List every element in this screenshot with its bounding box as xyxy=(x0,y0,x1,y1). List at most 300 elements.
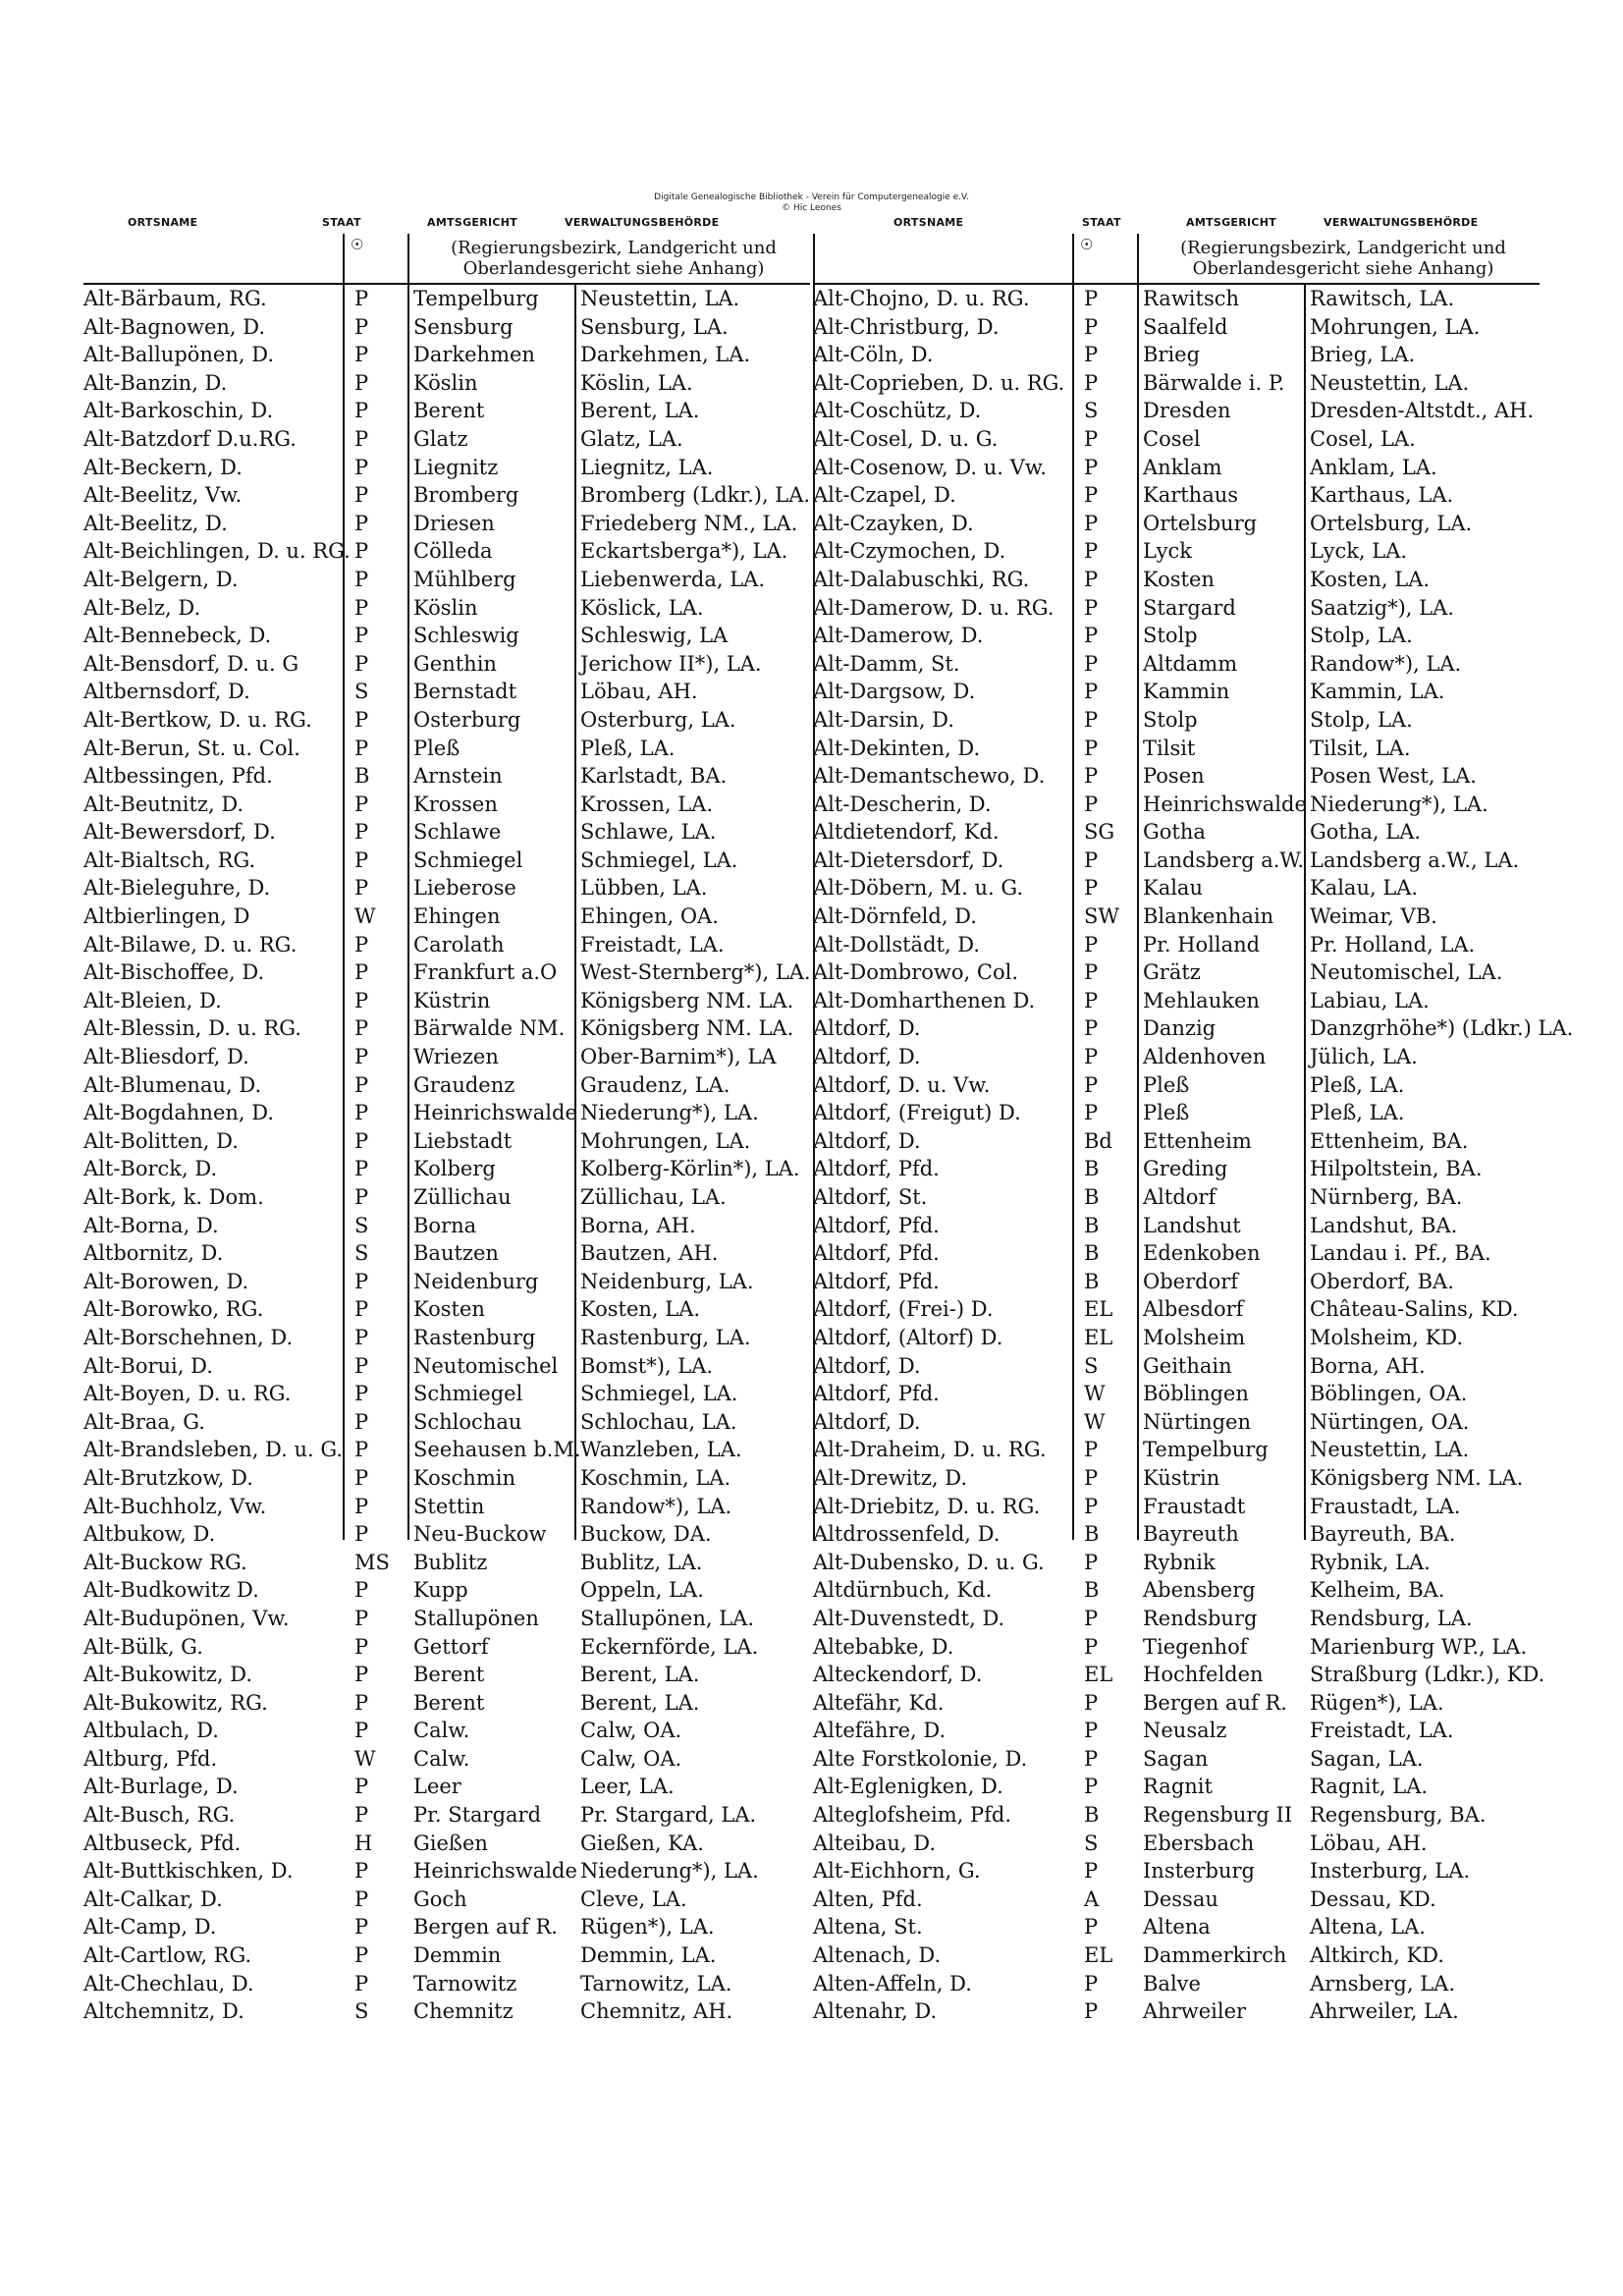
cell-verwaltungsbehoerde: Schlochau, LA. xyxy=(580,1409,737,1434)
left-rows xyxy=(83,285,810,2026)
cell-staat: P xyxy=(1084,455,1099,479)
table-row xyxy=(813,931,1540,959)
cell-ortsname: Altdietendorf, Kd. xyxy=(813,820,1000,845)
table-row xyxy=(83,1493,810,1521)
cell-staat: P xyxy=(1084,1634,1099,1659)
cell-ortsname: Alten, Pfd. xyxy=(813,1886,923,1911)
cell-ortsname: Alt-Bialtsch, RG. xyxy=(83,847,256,872)
cell-verwaltungsbehoerde: Leer, LA. xyxy=(580,1775,675,1799)
cell-ortsname: Alt-Busch, RG. xyxy=(83,1803,236,1828)
cell-verwaltungsbehoerde: Neustettin, LA. xyxy=(1310,370,1470,395)
cell-amtsgericht: Goch xyxy=(413,1886,467,1911)
cell-amtsgericht: Saalfeld xyxy=(1143,314,1228,339)
cell-ortsname: Alt-Brutzkow, D. xyxy=(83,1465,253,1490)
cell-ortsname: Alt-Dietersdorf, D. xyxy=(813,847,1004,872)
cell-amtsgericht: Landsberg a.W. xyxy=(1143,847,1305,872)
cell-ortsname: Alt-Bärbaum, RG. xyxy=(83,287,267,310)
cell-ortsname: Alt-Dollstädt, D. xyxy=(813,932,981,957)
table-row xyxy=(813,454,1540,482)
table-row xyxy=(83,1913,810,1941)
col-amtsgericht-right: AMTSGERICHT xyxy=(1186,216,1277,229)
cell-ortsname: Altdorf, D. xyxy=(813,1045,921,1069)
cell-ortsname: Alt-Bogdahnen, D. xyxy=(83,1101,275,1125)
cell-amtsgericht: Heinrichswalde xyxy=(413,1101,577,1125)
cell-amtsgericht: Molsheim xyxy=(1143,1325,1246,1349)
cell-amtsgericht: Berent xyxy=(413,1690,485,1715)
table-row xyxy=(813,1436,1540,1464)
cell-amtsgericht: Demmin xyxy=(413,1943,502,1968)
cell-amtsgericht: Lyck xyxy=(1143,539,1192,564)
table-row xyxy=(83,1801,810,1830)
cell-ortsname: Alt-Camp, D. xyxy=(83,1915,217,1940)
cell-amtsgericht: Sagan xyxy=(1143,1746,1209,1771)
cell-staat: P xyxy=(1084,1606,1099,1630)
cell-amtsgericht: Insterburg xyxy=(1143,1859,1255,1884)
cell-staat: Bd xyxy=(1084,1128,1112,1153)
cell-verwaltungsbehoerde: Freistadt, LA. xyxy=(580,932,725,957)
cell-amtsgericht: Ebersbach xyxy=(1143,1831,1255,1855)
table-row xyxy=(83,931,810,959)
table-row xyxy=(83,1773,810,1801)
table-row xyxy=(813,1605,1540,1633)
cell-staat: P xyxy=(1084,1494,1099,1518)
cell-verwaltungsbehoerde: Mohrungen, LA. xyxy=(580,1128,751,1153)
cell-amtsgericht: Pleß xyxy=(1143,1101,1190,1125)
cell-verwaltungsbehoerde: Rügen*), LA. xyxy=(1310,1690,1444,1715)
cell-verwaltungsbehoerde: Niederung*), LA. xyxy=(580,1859,759,1884)
cell-staat: P xyxy=(1084,595,1099,620)
cell-verwaltungsbehoerde: Kammin, LA. xyxy=(1310,680,1445,704)
cell-amtsgericht: Heinrichswalde xyxy=(413,1859,577,1884)
table-row xyxy=(813,1576,1540,1605)
cell-verwaltungsbehoerde: Cleve, LA. xyxy=(580,1886,687,1911)
cell-verwaltungsbehoerde: Oberdorf, BA. xyxy=(1310,1269,1454,1293)
cell-staat: P xyxy=(354,1438,369,1462)
table-row xyxy=(813,285,1540,313)
cell-staat: S xyxy=(1084,1353,1099,1378)
cell-verwaltungsbehoerde: Ragnit, LA. xyxy=(1310,1775,1429,1799)
cell-ortsname: Alt-Beelitz, Vw. xyxy=(83,483,243,508)
cell-amtsgericht: Böblingen xyxy=(1143,1382,1249,1406)
table-row xyxy=(83,1941,810,1970)
table-row xyxy=(83,1830,810,1858)
cell-amtsgericht: Tilsit xyxy=(1143,736,1196,760)
table-row xyxy=(813,1127,1540,1156)
cell-staat: P xyxy=(1084,1746,1099,1771)
table-row xyxy=(83,397,810,425)
cell-staat: P xyxy=(354,1101,369,1125)
cell-verwaltungsbehoerde: Brieg, LA. xyxy=(1310,343,1416,367)
cell-verwaltungsbehoerde: Bromberg (Ldkr.), LA. xyxy=(580,483,811,508)
cell-staat: S xyxy=(354,1999,369,2024)
cell-staat: B xyxy=(1084,1157,1100,1181)
cell-staat: P xyxy=(354,1859,369,1884)
cell-amtsgericht: Albesdorf xyxy=(1143,1297,1244,1322)
cell-verwaltungsbehoerde: Darkehmen, LA. xyxy=(580,343,751,367)
cell-staat: EL xyxy=(1084,1297,1113,1322)
cell-staat: P xyxy=(1084,624,1099,648)
cell-verwaltungsbehoerde: Bautzen, AH. xyxy=(580,1241,719,1266)
cell-amtsgericht: Landshut xyxy=(1143,1213,1241,1237)
cell-ortsname: Alt-Bilawe, D. u. RG. xyxy=(83,932,298,957)
cell-ortsname: Alt-Czayken, D. xyxy=(813,511,974,535)
cell-staat: P xyxy=(1084,1775,1099,1799)
cell-amtsgericht: Carolath xyxy=(413,932,505,957)
cell-ortsname: Altdorf, D. u. Vw. xyxy=(813,1072,991,1097)
table-row xyxy=(83,1436,810,1464)
cell-verwaltungsbehoerde: Rastenburg, LA. xyxy=(580,1325,751,1349)
table-row xyxy=(83,622,810,650)
cell-verwaltungsbehoerde: Neidenburg, LA. xyxy=(580,1269,754,1293)
cell-staat: P xyxy=(1084,1465,1099,1490)
cell-amtsgericht: Borna xyxy=(413,1213,477,1237)
cell-ortsname: Altdorf, (Altorf) D. xyxy=(813,1325,1003,1349)
cell-amtsgericht: Bublitz xyxy=(413,1550,488,1574)
cell-staat: P xyxy=(354,736,369,760)
cell-amtsgericht: Stolp xyxy=(1143,707,1198,732)
cell-amtsgericht: Wriezen xyxy=(413,1045,499,1069)
cell-staat: P xyxy=(354,1634,369,1659)
cell-ortsname: Altdorf, (Frei-) D. xyxy=(813,1297,994,1322)
cell-amtsgericht: Stolp xyxy=(1143,624,1198,648)
table-row xyxy=(813,735,1540,763)
cell-staat: P xyxy=(1084,680,1099,704)
cell-verwaltungsbehoerde: Tilsit, LA. xyxy=(1310,736,1411,760)
cell-staat: P xyxy=(354,483,369,508)
table-row xyxy=(83,1661,810,1689)
cell-verwaltungsbehoerde: Pleß, LA. xyxy=(1310,1101,1405,1125)
table-row xyxy=(813,1464,1540,1493)
cell-amtsgericht: Dammerkirch xyxy=(1143,1943,1287,1968)
cell-amtsgericht: Lieberose xyxy=(413,876,516,901)
cell-ortsname: Alt-Coschütz, D. xyxy=(813,399,982,423)
table-row xyxy=(83,1408,810,1437)
cell-verwaltungsbehoerde: Fraustadt, LA. xyxy=(1310,1494,1461,1518)
cell-staat: P xyxy=(354,1185,369,1209)
cell-amtsgericht: Oberdorf xyxy=(1143,1269,1239,1293)
table-row xyxy=(813,594,1540,623)
table-row xyxy=(813,566,1540,594)
cell-staat: B xyxy=(354,764,370,789)
table-row xyxy=(83,1352,810,1381)
table-row xyxy=(83,1295,810,1324)
cell-staat: P xyxy=(1084,567,1099,591)
table-row xyxy=(813,1773,1540,1801)
cell-staat: B xyxy=(1084,1522,1100,1547)
table-row xyxy=(83,1043,810,1071)
table-row xyxy=(83,1549,810,1577)
cell-verwaltungsbehoerde: Posen West, LA. xyxy=(1310,764,1477,789)
cell-verwaltungsbehoerde: Oppeln, LA. xyxy=(580,1578,704,1603)
cell-amtsgericht: Edenkoben xyxy=(1143,1241,1261,1266)
cell-staat: P xyxy=(1084,1999,1099,2024)
cell-ortsname: Alt-Bewersdorf, D. xyxy=(83,820,276,845)
cell-verwaltungsbehoerde: Jerichow II*), LA. xyxy=(580,651,762,676)
table-row xyxy=(813,510,1540,538)
table-row xyxy=(83,1520,810,1549)
right-table xyxy=(813,234,1574,2024)
cell-verwaltungsbehoerde: Pleß, LA. xyxy=(580,736,676,760)
cell-staat: P xyxy=(354,1886,369,1911)
cell-ortsname: Altdorf, Pfd. xyxy=(813,1157,940,1181)
cell-staat: EL xyxy=(1084,1663,1113,1687)
cell-staat: P xyxy=(354,287,369,310)
table-row xyxy=(813,1830,1540,1858)
cell-verwaltungsbehoerde: Schmiegel, LA. xyxy=(580,1382,738,1406)
cell-staat: P xyxy=(354,539,369,564)
cell-verwaltungsbehoerde: Krossen, LA. xyxy=(580,792,714,816)
cell-amtsgericht: Schleswig xyxy=(413,624,519,648)
table-row xyxy=(813,762,1540,791)
table-row xyxy=(83,902,810,931)
cell-staat: P xyxy=(354,399,369,423)
cell-verwaltungsbehoerde: Calw, OA. xyxy=(580,1746,682,1771)
cell-verwaltungsbehoerde: Dresden-Altstdt., AH. xyxy=(1310,399,1535,423)
table-row xyxy=(813,341,1540,369)
cell-staat: P xyxy=(354,343,369,367)
cell-staat: P xyxy=(1084,736,1099,760)
cell-verwaltungsbehoerde: Landsberg a.W., LA. xyxy=(1310,847,1520,872)
cell-verwaltungsbehoerde: Eckartsberga*), LA. xyxy=(580,539,788,564)
col-verwaltung-right: VERWALTUNGSBEHÖRDE xyxy=(1324,216,1479,229)
cell-amtsgericht: Ortelsburg xyxy=(1143,511,1258,535)
cell-amtsgericht: Tempelburg xyxy=(413,287,539,310)
cell-ortsname: Alteckendorf, D. xyxy=(813,1663,983,1687)
cell-ortsname: Alt-Dekinten, D. xyxy=(813,736,981,760)
cell-staat: B xyxy=(1084,1578,1100,1603)
cell-amtsgericht: Kosten xyxy=(1143,567,1215,591)
cell-ortsname: Altdürnbuch, Kd. xyxy=(813,1578,993,1603)
cell-ortsname: Altefähre, D. xyxy=(813,1719,947,1743)
cell-amtsgericht: Heinrichswalde xyxy=(1143,792,1307,816)
cell-ortsname: Alt-Beutnitz, D. xyxy=(83,792,244,816)
cell-staat: P xyxy=(354,1915,369,1940)
cell-amtsgericht: Frankfurt a.O xyxy=(413,960,558,985)
cell-amtsgericht: Stettin xyxy=(413,1494,485,1518)
cell-verwaltungsbehoerde: Borna, AH. xyxy=(1310,1353,1426,1378)
table-row xyxy=(813,874,1540,902)
cell-staat: P xyxy=(1084,1438,1099,1462)
cell-staat: P xyxy=(354,707,369,732)
cell-amtsgericht: Posen xyxy=(1143,764,1205,789)
divider xyxy=(813,234,815,283)
cell-staat: P xyxy=(354,455,369,479)
cell-verwaltungsbehoerde: Ettenheim, BA. xyxy=(1310,1128,1469,1153)
cell-verwaltungsbehoerde: Stolp, LA. xyxy=(1310,624,1413,648)
cell-verwaltungsbehoerde: Neutomischel, LA. xyxy=(1310,960,1503,985)
table-row xyxy=(83,1857,810,1886)
cell-verwaltungsbehoerde: Kosten, LA. xyxy=(1310,567,1431,591)
cell-ortsname: Altdorf, Pfd. xyxy=(813,1382,940,1406)
cell-verwaltungsbehoerde: Gießen, KA. xyxy=(580,1831,704,1855)
cell-ortsname: Alt-Eglenigken, D. xyxy=(813,1775,1003,1799)
cell-ortsname: Altbernsdorf, D. xyxy=(83,680,250,704)
cell-staat: EL xyxy=(1084,1943,1113,1968)
left-table xyxy=(83,234,811,2024)
cell-staat: P xyxy=(1084,1915,1099,1940)
cell-ortsname: Alt-Barkoschin, D. xyxy=(83,399,274,423)
table-row xyxy=(83,1576,810,1605)
right-rows xyxy=(813,285,1574,2026)
cell-verwaltungsbehoerde: Bayreuth, BA. xyxy=(1310,1522,1456,1547)
cell-ortsname: Altefähr, Kd. xyxy=(813,1690,945,1715)
table-row xyxy=(813,1408,1540,1437)
left-subheader xyxy=(83,234,810,285)
cell-amtsgericht: Regensburg II xyxy=(1143,1803,1293,1828)
cell-ortsname: Alt-Czymochen, D. xyxy=(813,539,1006,564)
cell-staat: P xyxy=(1084,370,1099,395)
cell-amtsgericht: Dresden xyxy=(1143,399,1231,423)
cell-staat: P xyxy=(354,1690,369,1715)
cell-staat: P xyxy=(354,1016,369,1041)
cell-ortsname: Alt-Borschehnen, D. xyxy=(83,1325,294,1349)
cell-amtsgericht: Abensberg xyxy=(1143,1578,1256,1603)
cell-staat: W xyxy=(354,1746,376,1771)
cell-verwaltungsbehoerde: Marienburg WP., LA. xyxy=(1310,1634,1528,1659)
cell-verwaltungsbehoerde: Friedeberg NM., LA. xyxy=(580,511,798,535)
cell-staat: P xyxy=(1084,1045,1099,1069)
cell-verwaltungsbehoerde: Schmiegel, LA. xyxy=(580,847,738,872)
cell-ortsname: Alt-Beichlingen, D. u. RG. xyxy=(83,539,351,564)
cell-staat: P xyxy=(1084,876,1099,901)
table-row xyxy=(813,1689,1540,1718)
cell-ortsname: Alt-Drewitz, D. xyxy=(813,1465,968,1490)
table-row xyxy=(83,425,810,454)
cell-amtsgericht: Kalau xyxy=(1143,876,1203,901)
cell-amtsgericht: Rastenburg xyxy=(413,1325,536,1349)
cell-staat: A xyxy=(1084,1886,1100,1911)
cell-amtsgericht: Tempelburg xyxy=(1143,1438,1269,1462)
table-row xyxy=(813,1155,1540,1183)
cell-amtsgericht: Köslin xyxy=(413,370,478,395)
table-row xyxy=(813,818,1540,847)
cell-verwaltungsbehoerde: Koschmin, LA. xyxy=(580,1465,731,1490)
cell-amtsgericht: Calw. xyxy=(413,1746,470,1771)
table-row xyxy=(83,1014,810,1043)
table-row xyxy=(83,1970,810,1998)
regierungsbezirk-note-right: (Regierungsbezirk, Landgericht und Oberlandesgericht siehe Anhang) xyxy=(1180,238,1506,279)
cell-staat: P xyxy=(1084,847,1099,872)
cell-verwaltungsbehoerde: Saatzig*), LA. xyxy=(1310,595,1454,620)
cell-verwaltungsbehoerde: Osterburg, LA. xyxy=(580,707,736,732)
cell-ortsname: Alt-Bleien, D. xyxy=(83,988,222,1012)
cell-amtsgericht: Liegnitz xyxy=(413,455,499,479)
cell-staat: P xyxy=(1084,1690,1099,1715)
cell-ortsname: Alt-Bolitten, D. xyxy=(83,1128,239,1153)
cell-verwaltungsbehoerde: Löbau, AH. xyxy=(580,680,698,704)
cell-ortsname: Altchemnitz, D. xyxy=(83,1999,244,2024)
cell-staat: P xyxy=(1084,314,1099,339)
cell-amtsgericht: Gotha xyxy=(1143,820,1206,845)
cell-staat: P xyxy=(354,1409,369,1434)
cell-amtsgericht: Kosten xyxy=(413,1297,485,1322)
cell-amtsgericht: Karthaus xyxy=(1143,483,1239,508)
cell-verwaltungsbehoerde: Neustettin, LA. xyxy=(1310,1438,1470,1462)
table-row xyxy=(83,1886,810,1914)
cell-staat: P xyxy=(354,370,369,395)
table-row xyxy=(83,818,810,847)
cell-ortsname: Alt-Dubensko, D. u. G. xyxy=(813,1550,1045,1574)
cell-verwaltungsbehoerde: Rendsburg, LA. xyxy=(1310,1606,1473,1630)
cell-verwaltungsbehoerde: Freistadt, LA. xyxy=(1310,1719,1454,1743)
cell-amtsgericht: Tarnowitz xyxy=(413,1971,517,1995)
table-row xyxy=(813,397,1540,425)
cell-staat: P xyxy=(354,1128,369,1153)
cell-staat: W xyxy=(1084,1409,1106,1434)
cell-verwaltungsbehoerde: Stallupönen, LA. xyxy=(580,1606,755,1630)
cell-amtsgericht: Berent xyxy=(413,1663,485,1687)
divider xyxy=(343,234,345,283)
cell-amtsgericht: Darkehmen xyxy=(413,343,535,367)
cell-ortsname: Alt-Duvenstedt, D. xyxy=(813,1606,1005,1630)
cell-verwaltungsbehoerde: Jülich, LA. xyxy=(1310,1045,1418,1069)
cell-verwaltungsbehoerde: Liebenwerda, LA. xyxy=(580,567,766,591)
table-row xyxy=(813,1099,1540,1127)
cell-ortsname: Altebabke, D. xyxy=(813,1634,954,1659)
col-staat-right: STAAT xyxy=(1082,216,1121,229)
cell-amtsgericht: Ahrweiler xyxy=(1143,1999,1247,2024)
table-row xyxy=(83,510,810,538)
cell-ortsname: Alt-Burlage, D. xyxy=(83,1775,239,1799)
cell-amtsgericht: Gießen xyxy=(413,1831,488,1855)
table-row xyxy=(813,1717,1540,1745)
cell-staat: P xyxy=(1084,511,1099,535)
table-row xyxy=(83,987,810,1015)
cell-ortsname: Alt-Chechlau, D. xyxy=(83,1971,254,1995)
cell-ortsname: Alt-Bliesdorf, D. xyxy=(83,1045,249,1069)
cell-verwaltungsbehoerde: Insterburg, LA. xyxy=(1310,1859,1471,1884)
table-row xyxy=(813,1633,1540,1662)
cell-verwaltungsbehoerde: Dessau, KD. xyxy=(1310,1886,1436,1911)
cell-verwaltungsbehoerde: Böblingen, OA. xyxy=(1310,1382,1468,1406)
cell-staat: P xyxy=(354,932,369,957)
cell-staat: P xyxy=(1084,1072,1099,1097)
cell-staat: P xyxy=(354,1382,369,1406)
cell-verwaltungsbehoerde: Kolberg-Körlin*), LA. xyxy=(580,1157,800,1181)
cell-ortsname: Alt-Bennebeck, D. xyxy=(83,624,272,648)
cell-ortsname: Altdorf, Pfd. xyxy=(813,1213,940,1237)
cell-verwaltungsbehoerde: Straßburg (Ldkr.), KD. xyxy=(1310,1663,1545,1687)
cell-amtsgericht: Stargard xyxy=(1143,595,1236,620)
cell-amtsgericht: Cölleda xyxy=(413,539,493,564)
cell-amtsgericht: Arnstein xyxy=(413,764,503,789)
table-row xyxy=(813,1857,1540,1886)
cell-verwaltungsbehoerde: Königsberg NM. LA. xyxy=(580,988,794,1012)
cell-amtsgericht: Chemnitz xyxy=(413,1999,514,2024)
cell-amtsgericht: Neutomischel xyxy=(413,1353,559,1378)
table-row xyxy=(83,594,810,623)
cell-amtsgericht: Neidenburg xyxy=(413,1269,539,1293)
table-row xyxy=(813,1549,1540,1577)
cell-ortsname: Alt-Belgern, D. xyxy=(83,567,239,591)
cell-verwaltungsbehoerde: Berent, LA. xyxy=(580,399,700,423)
table-row xyxy=(813,1997,1540,2026)
cell-ortsname: Alt-Coprieben, D. u. RG. xyxy=(813,370,1065,395)
cell-ortsname: Altdorf, Pfd. xyxy=(813,1241,940,1266)
cell-amtsgericht: Glatz xyxy=(413,426,468,451)
cell-verwaltungsbehoerde: Berent, LA. xyxy=(580,1690,700,1715)
cell-verwaltungsbehoerde: Ortelsburg, LA. xyxy=(1310,511,1473,535)
cell-verwaltungsbehoerde: Borna, AH. xyxy=(580,1213,696,1237)
cell-verwaltungsbehoerde: Landshut, BA. xyxy=(1310,1213,1458,1237)
cell-verwaltungsbehoerde: Tarnowitz, LA. xyxy=(580,1971,732,1995)
table-row xyxy=(83,1997,810,2026)
cell-staat: SW xyxy=(1084,904,1119,929)
cell-ortsname: Altdorf, D. xyxy=(813,1128,921,1153)
cell-verwaltungsbehoerde: Sagan, LA. xyxy=(1310,1746,1424,1771)
table-row xyxy=(83,762,810,791)
table-row xyxy=(83,791,810,819)
